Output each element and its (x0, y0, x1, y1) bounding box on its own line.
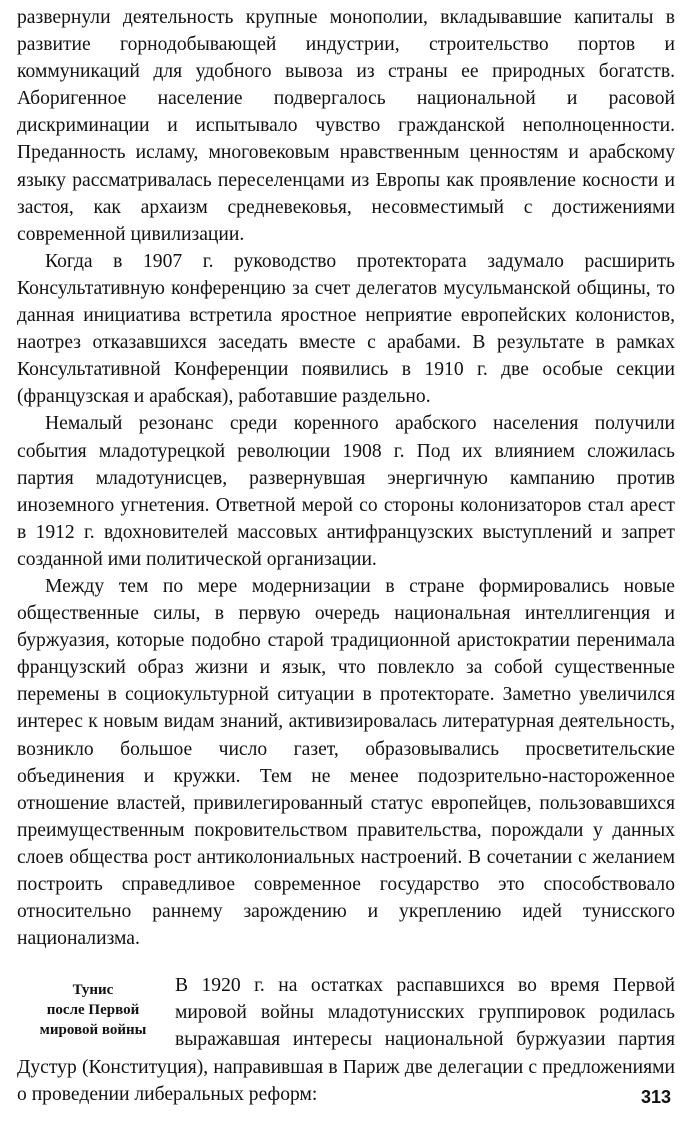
section-paragraph: В 1920 г. на остатках распавшихся во время Первой мировой войны младотунисских группировок родилась выражавшая интересы национальной буржуазии партия Дустур (Конституция), направившая в Париж две делегации с предложениями о проведении либеральных реформ: (17, 975, 675, 1105)
page-number: 313 (640, 1087, 671, 1107)
paragraph-3: Немалый резонанс среди коренного арабского населения получили события младотурецкой революции 1908 г. Под их влиянием сложилась партия младотунисцев, развернувшая энергичную кампанию против иноземного угнетения. Ответной мерой со стороны колонизаторов стал арест в 1912 г. вдохновителей массовых антифранцузских выступлений и запрет созданной ими политической организации. (17, 413, 675, 570)
paragraph-1: развернули деятельность крупные монополии, вкладывавшие капиталы в развитие горнодобывающей индустрии, строительство портов и коммуникаций для удобного вывоза из страны ее природных богатств. Аборигенное население подвергалось национальной и расовой дискриминации и испытывало чувство гражданской неполноценности. Преданность исламу, многовековым нравственным ценностям и арабскому языку рассматривалась переселенцами из Европы как проявление косности и застоя, как архаизм средневековья, несовместимый с достижениями современной цивилизации. (17, 7, 675, 245)
side-heading: Тунис после Первой мировой войны (39, 982, 147, 1039)
section-tunisia-after-ww1 (17, 972, 675, 1107)
paragraph-4: Между тем по мере модернизации в стране формировались новые общественные силы, в первую очередь национальная интеллигенция и буржуазия, которые подобно старой традиционной аристократии перенимала французский образ жизни и язык, что повлекло за собой существенные перемены в социокультурной ситуации в протекторате. Заметно увеличился интерес к новым видам знаний, активизировалась литературная деятельность, возникло большое число газет, образовывались просветительские объединения и кружки. Тем не менее подозрительно-настороженное отношение властей, привилегированный статус европейцев, пользовавшихся преимущественным покровительством правительства, порождали у данных слоев общества рост антиколониальных настроений. В сочетании с желанием построить справедливое современное государство это способствовало относительно раннему зарождению и укреплению идей тунисского национализма. (17, 575, 675, 950)
main-text (17, 4, 675, 952)
paragraph-2: Когда в 1907 г. руководство протектората задумало расширить Консультативную конференцию за счет делегатов мусульманской общины, то данная инициатива встретила яростное неприятие европейских колонистов, наотрез отказавшихся заседать вместе с арабами. В результате в рамках Консультативной Конференции появились в 1910 г. две особые секции (французская и арабская), работавшие раздельно. (17, 250, 675, 408)
